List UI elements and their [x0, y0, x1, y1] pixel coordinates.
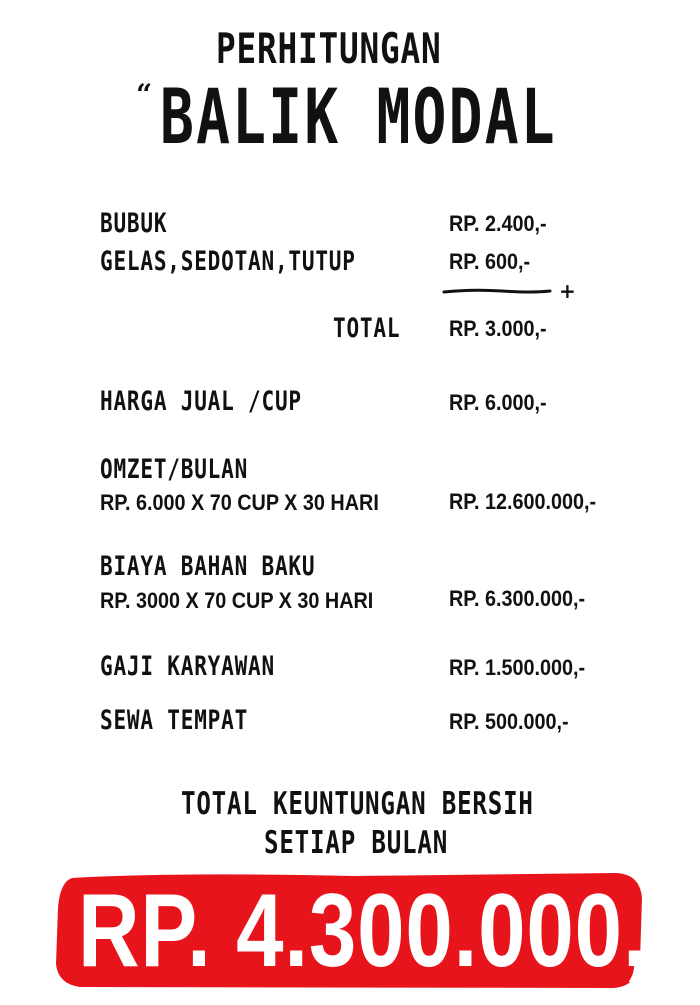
biaya-bahan-label: BIAYA BAHAN BAKU — [100, 551, 316, 582]
sum-underline — [442, 287, 554, 297]
quote-mark: “ — [136, 78, 153, 111]
page-title: BALIK MODAL — [160, 72, 557, 161]
sewa-value: RP. 500.000,- — [449, 709, 569, 734]
item-label-gelas: GELAS,SEDOTAN,TUTUP — [100, 246, 356, 277]
gaji-value: RP. 1.500.000,- — [449, 655, 586, 680]
item-value-gelas: RP. 600,- — [449, 249, 531, 274]
omzet-formula: RP. 6.000 X 70 CUP X 30 HARI — [100, 490, 379, 515]
plus-sign: + — [559, 279, 576, 303]
harga-jual-label: HARGA JUAL /CUP — [100, 386, 302, 417]
total-label: TOTAL — [333, 313, 401, 344]
total-value: RP. 3.000,- — [449, 316, 547, 341]
omzet-value: RP. 12.600.000,- — [449, 489, 597, 514]
harga-jual-value: RP. 6.000,- — [449, 390, 547, 415]
gaji-label: GAJI KARYAWAN — [100, 651, 275, 682]
biaya-bahan-formula: RP. 3000 X 70 CUP X 30 HARI — [100, 588, 374, 613]
biaya-bahan-value: RP. 6.300.000,- — [449, 586, 586, 611]
net-profit-amount: RP. 4.300.000,- — [78, 873, 677, 989]
summary-line-1: TOTAL KEUNTUNGAN BERSIH — [181, 786, 534, 822]
item-label-bubuk: BUBUK — [100, 208, 168, 239]
sewa-label: SEWA TEMPAT — [100, 705, 249, 736]
page-subtitle: PERHITUNGAN — [216, 24, 442, 73]
item-value-bubuk: RP. 2.400,- — [449, 211, 547, 236]
omzet-label: OMZET/BULAN — [100, 454, 249, 485]
summary-line-2: SETIAP BULAN — [264, 825, 449, 861]
